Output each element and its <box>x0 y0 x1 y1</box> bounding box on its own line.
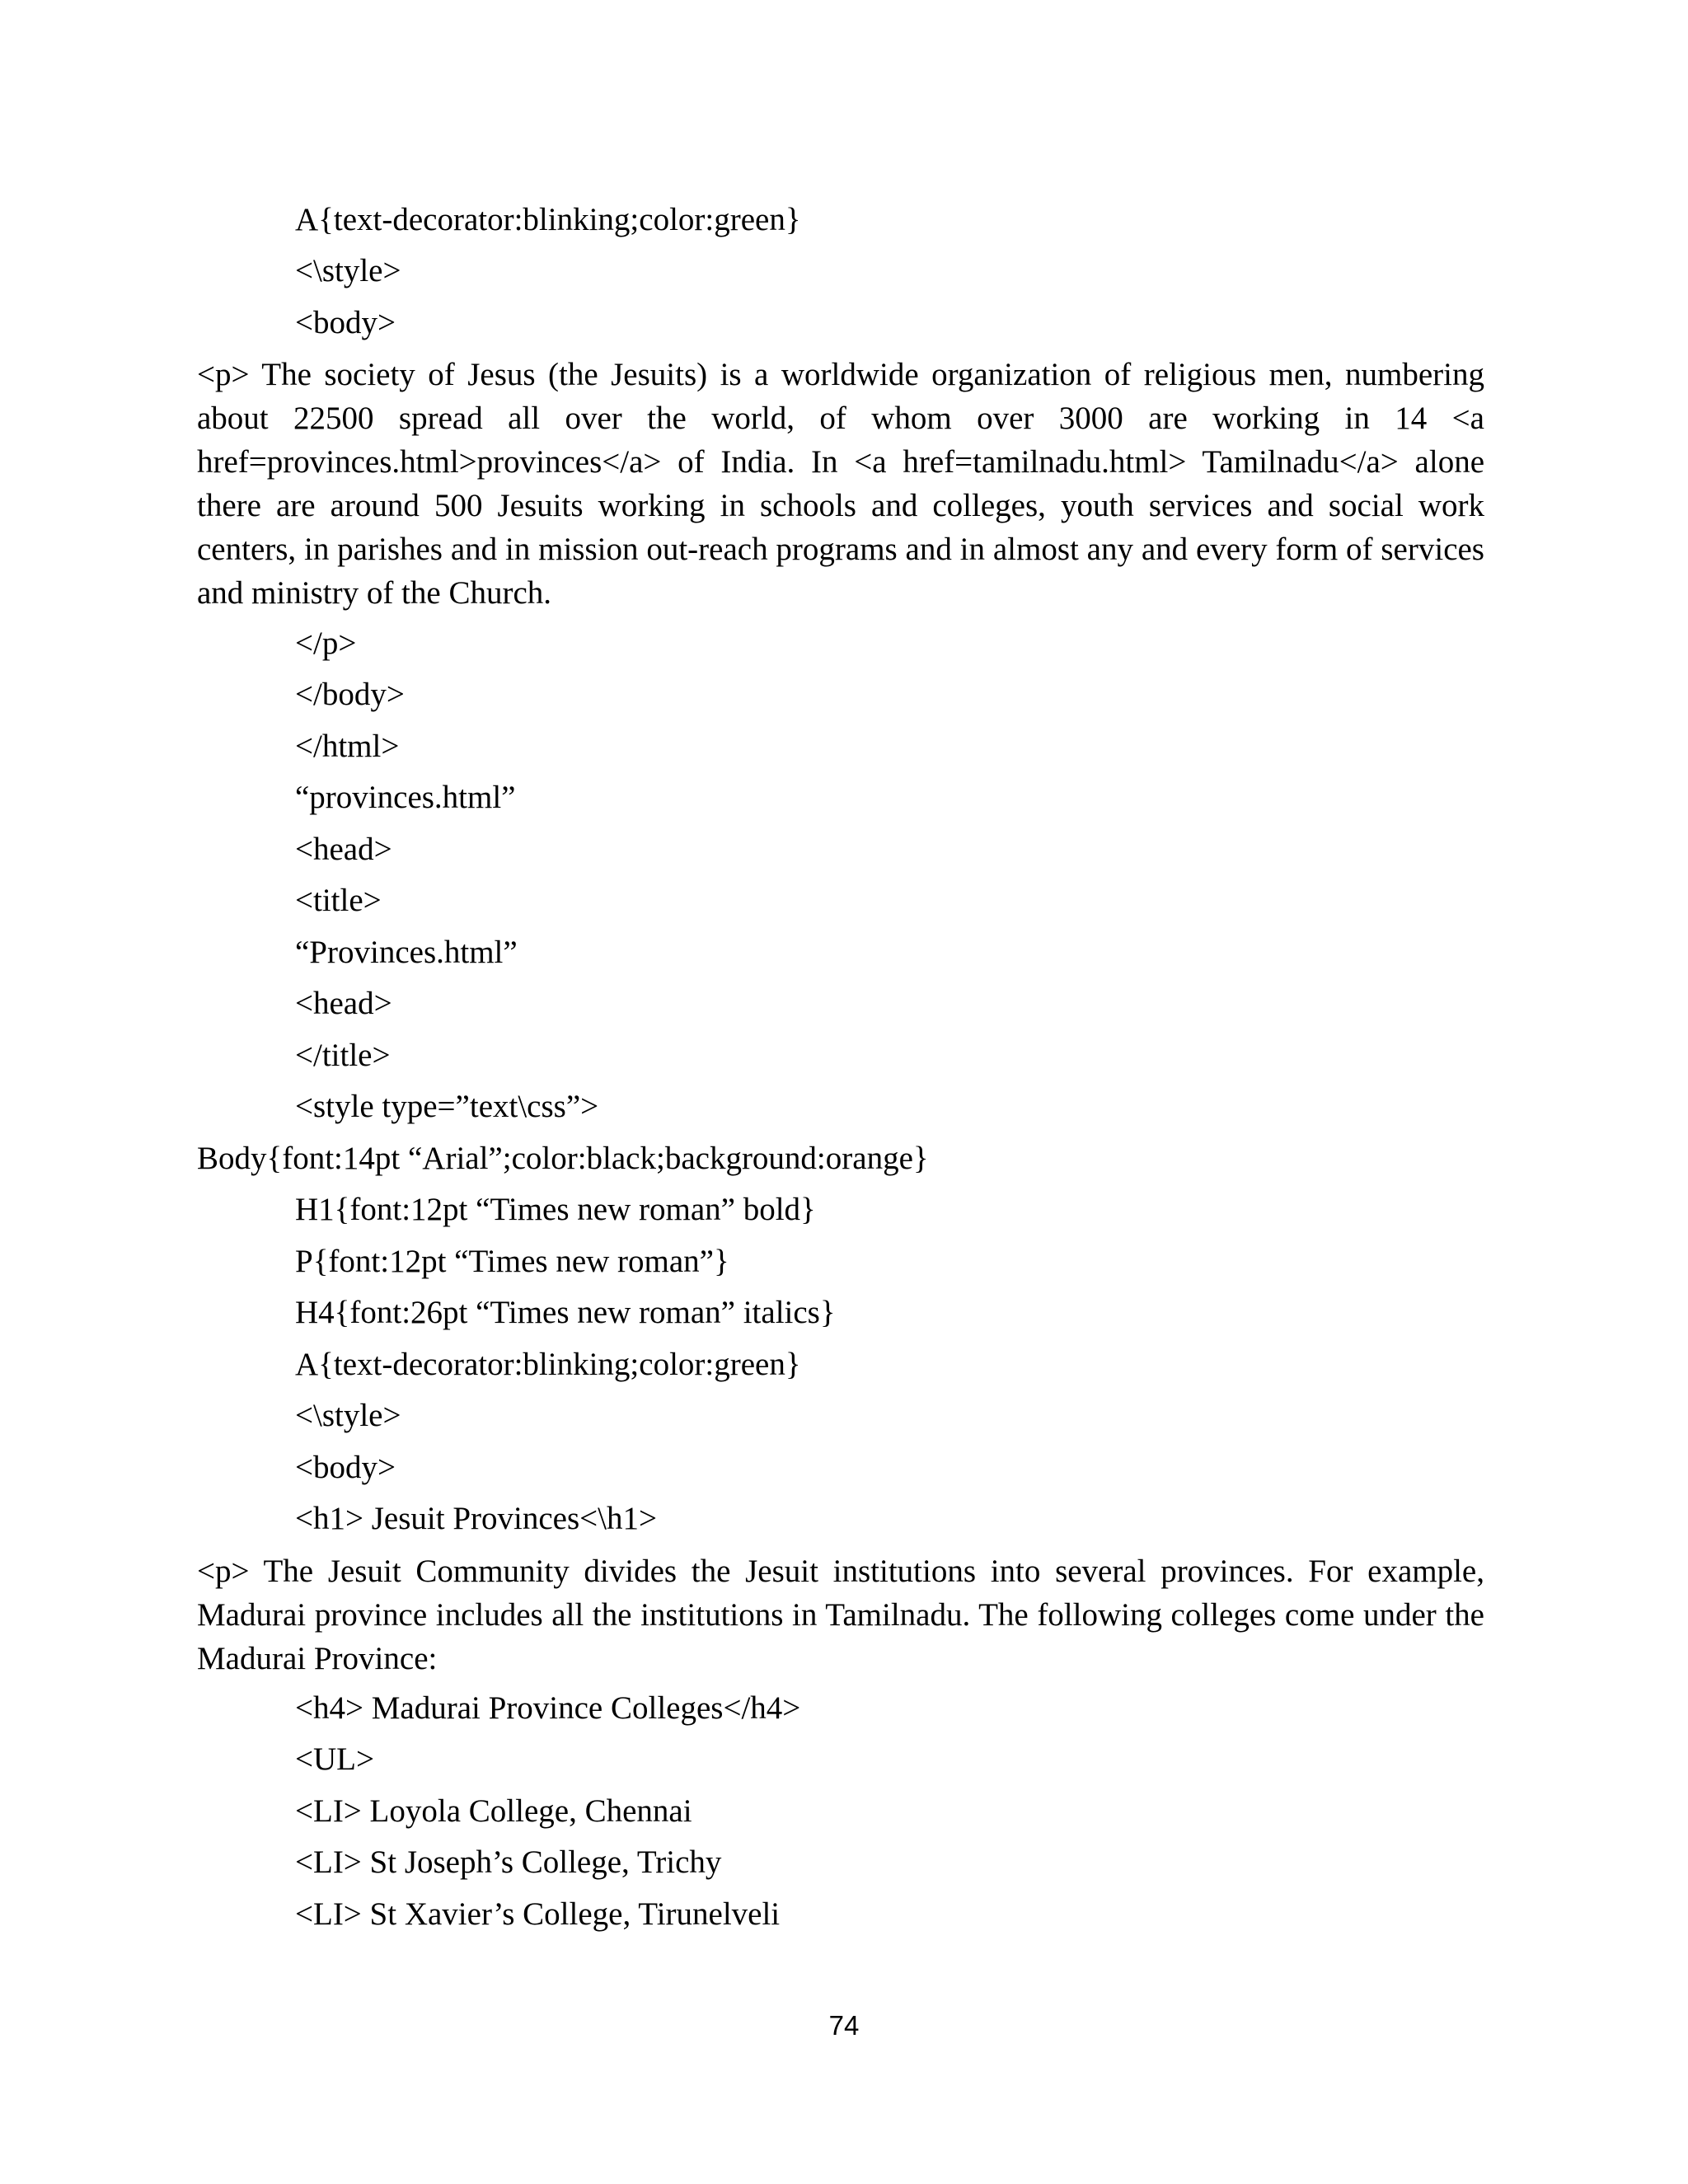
code-line: <h4> Madurai Province Colleges</h4> <box>295 1690 801 1726</box>
code-line: </body> <box>295 677 405 712</box>
code-line: <\style> <box>295 253 401 288</box>
code-line: “Provinces.html” <box>295 935 518 970</box>
code-line: <head> <box>295 832 392 867</box>
code-line: <body> <box>295 305 396 340</box>
code-line: <head> <box>295 986 392 1021</box>
body-paragraph: <p> The society of Jesus (the Jesuits) is a worldwide organization of religious men, numbering about 22500 spread all over the world, of whom over 3000 are working in 14 <a href=provinces.html>provinces</a> of India. In <a href=tamilnadu.html> Tamilnadu</a> alone there are around 500 Jesuits working in schools and colleges, youth services and social work centers, in parishes and in mission out-reach programs and in almost any and every form of services and ministry of the Church. <box>197 357 1484 611</box>
code-line: P{font:12pt “Times new roman”} <box>295 1244 729 1279</box>
code-line: <body> <box>295 1450 396 1485</box>
code-line: <LI> St Xavier’s College, Tirunelveli <box>295 1896 781 1932</box>
code-line: <\style> <box>295 1398 401 1433</box>
code-line: <style type=”text\css”> <box>295 1089 599 1124</box>
code-line: <LI> St Joseph’s College, Trichy <box>295 1844 722 1880</box>
code-line: </p> <box>295 626 357 661</box>
code-line: </title> <box>295 1038 391 1073</box>
code-line: H1{font:12pt “Times new roman” bold} <box>295 1192 816 1227</box>
code-line: <h1> Jesuit Provinces<\h1> <box>295 1501 657 1536</box>
body-paragraph: <p> The Jesuit Community divides the Jesuit institutions into several provinces. For example, Madurai province includes all the institutions in Tamilnadu. The following colleges come under the Madurai Province: <box>197 1554 1484 1676</box>
page-number: 74 <box>828 2010 860 2041</box>
code-line: <LI> Loyola College, Chennai <box>295 1793 692 1829</box>
code-line: Body{font:14pt “Arial”;color:black;background:orange} <box>197 1141 929 1176</box>
code-line: H4{font:26pt “Times new roman” italics} <box>295 1295 836 1330</box>
code-line: A{text-decorator:blinking;color:green} <box>295 202 801 237</box>
code-line: <UL> <box>295 1741 374 1777</box>
code-line: <title> <box>295 883 382 918</box>
code-line: A{text-decorator:blinking;color:green} <box>295 1347 801 1382</box>
code-line: “provinces.html” <box>295 780 516 815</box>
code-line: </html> <box>295 729 400 764</box>
